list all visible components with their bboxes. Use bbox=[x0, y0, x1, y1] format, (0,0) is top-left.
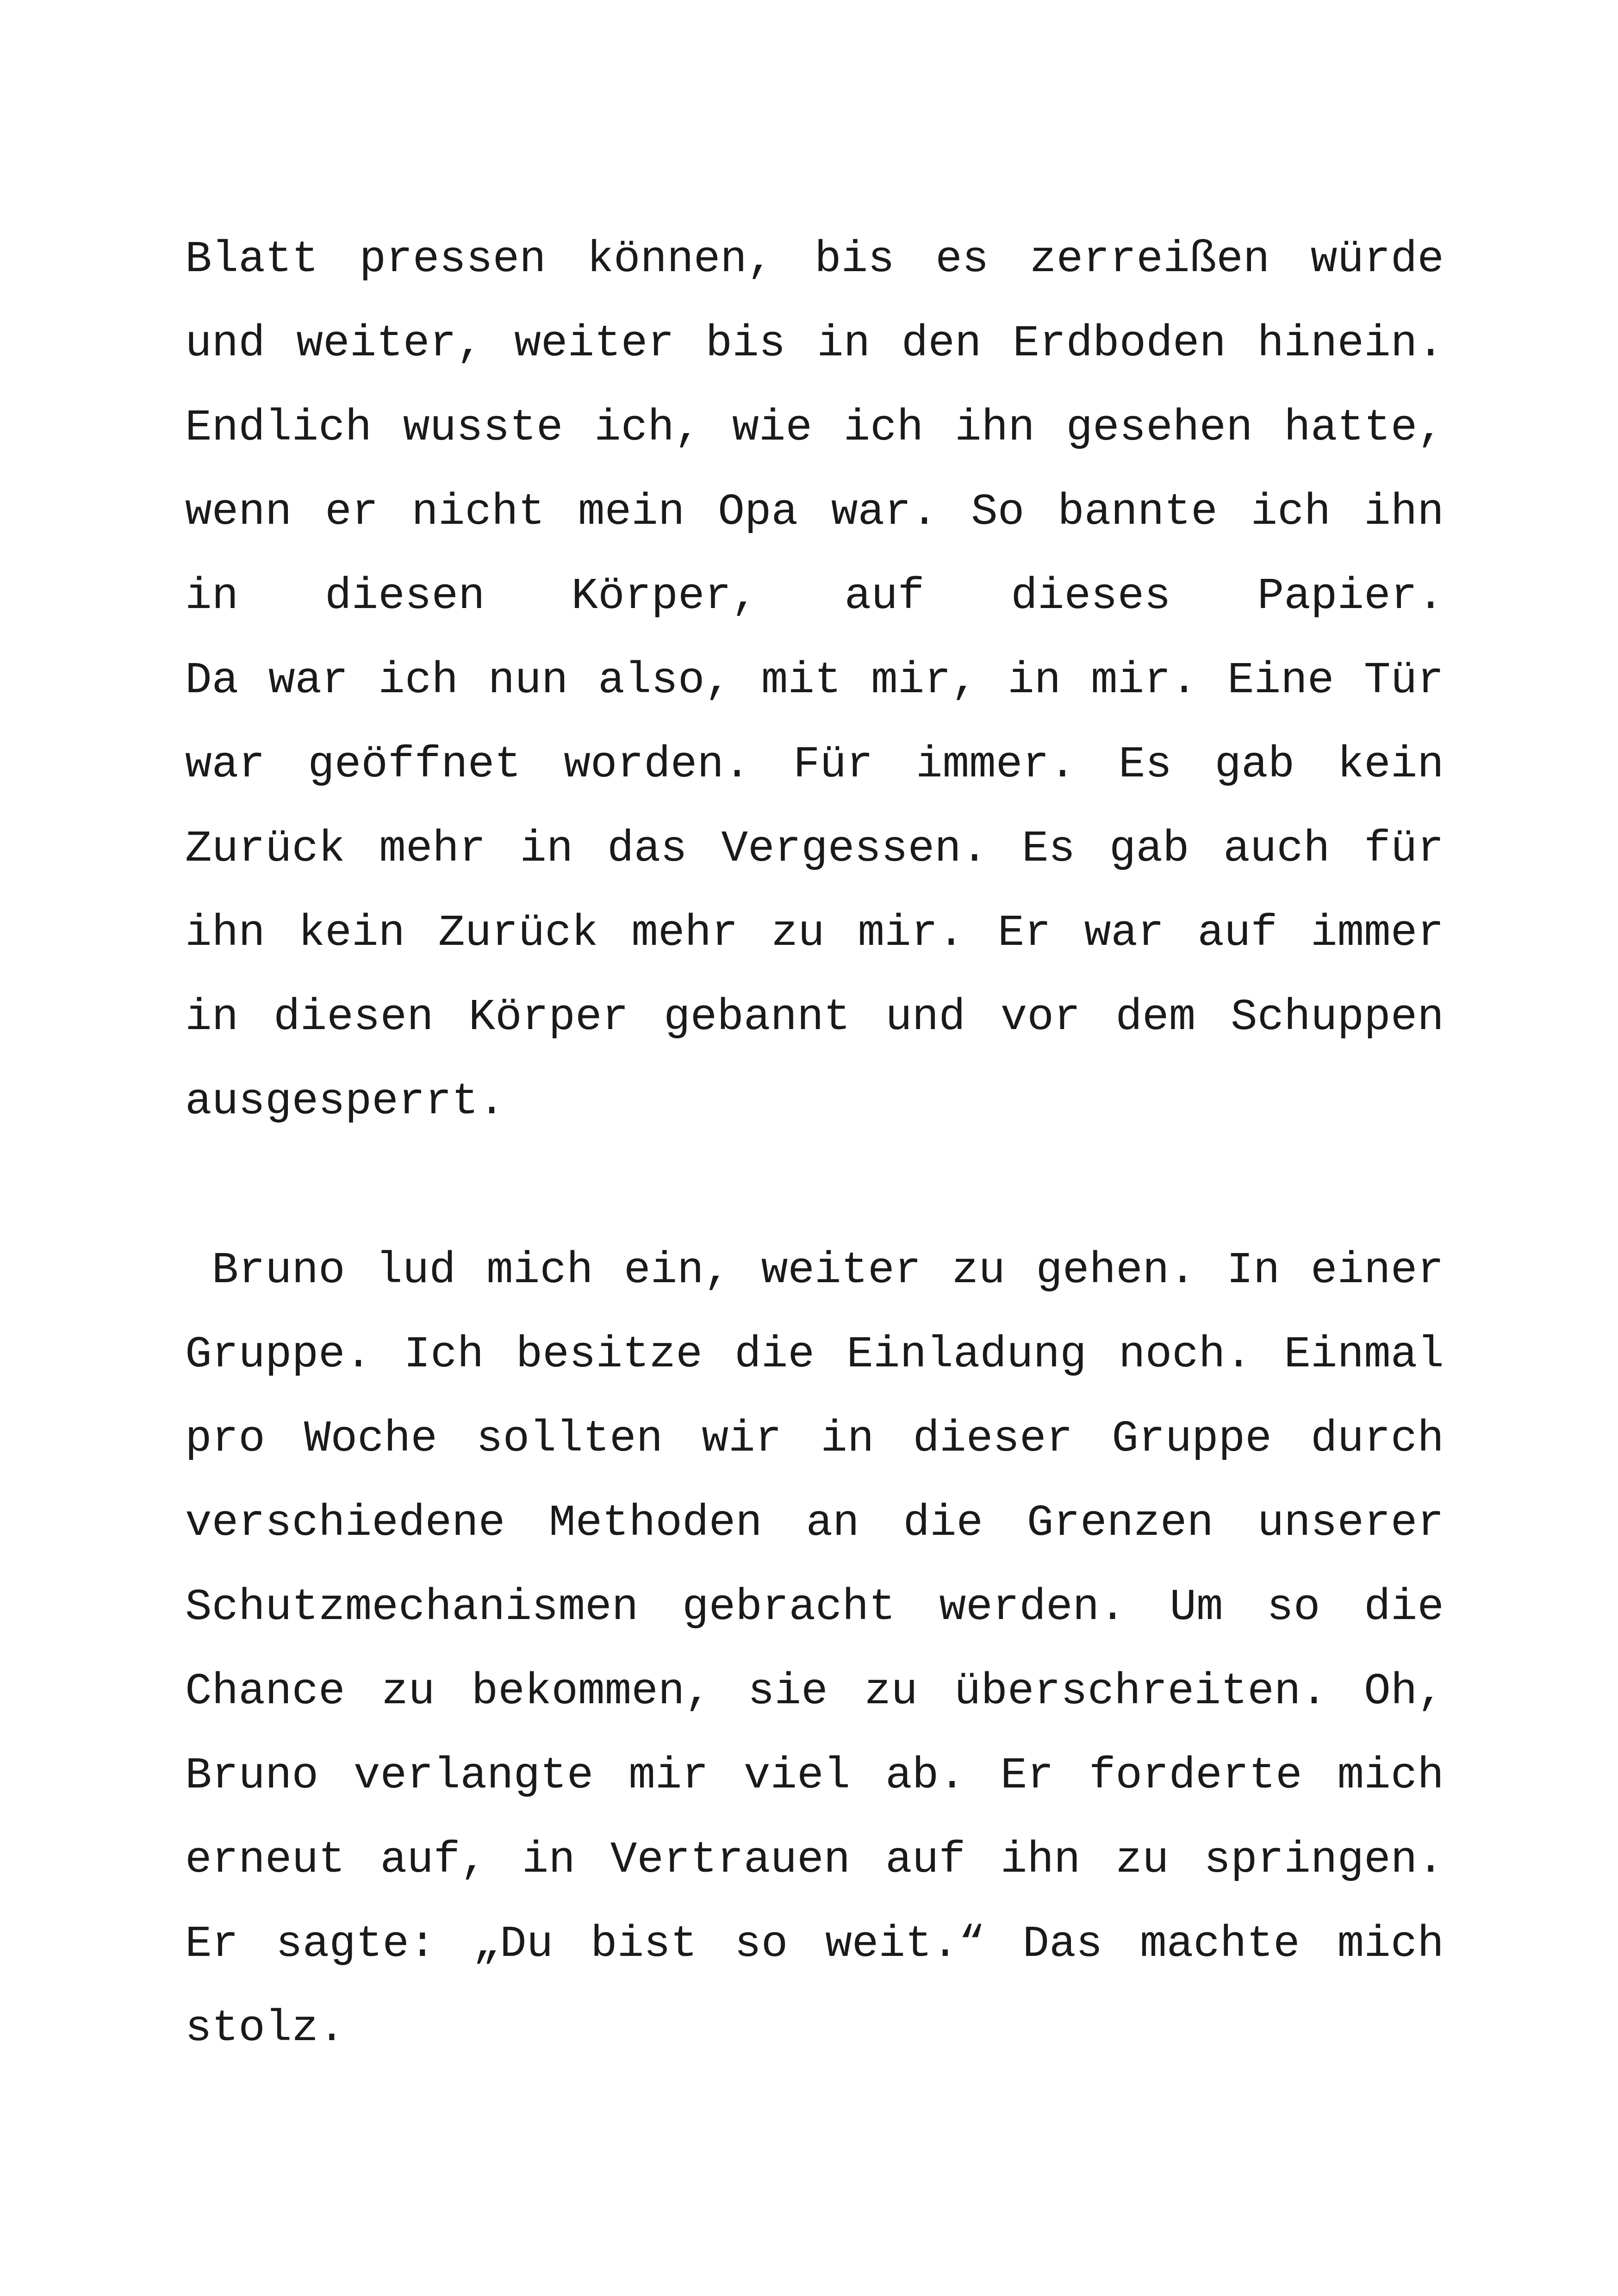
word: weit.“ bbox=[825, 1919, 985, 1969]
word: Oh, bbox=[1364, 1666, 1444, 1717]
word: die bbox=[1364, 1582, 1444, 1632]
word: Um bbox=[1170, 1582, 1223, 1632]
word: mich bbox=[1337, 1919, 1444, 1969]
word: zu bbox=[1115, 1835, 1169, 1885]
word: er bbox=[325, 487, 379, 537]
text-line bbox=[185, 807, 1444, 891]
word: besitze bbox=[516, 1329, 703, 1380]
word: Grenzen bbox=[1027, 1498, 1214, 1548]
word: forderte bbox=[1089, 1750, 1302, 1801]
word: dem bbox=[1115, 992, 1196, 1043]
word: bis bbox=[705, 318, 786, 369]
word: zu bbox=[952, 1245, 1005, 1296]
word: es bbox=[935, 234, 989, 285]
word: So bbox=[971, 487, 1025, 537]
word: war bbox=[268, 655, 348, 706]
word: und bbox=[185, 318, 265, 369]
word: Er bbox=[1000, 1750, 1054, 1801]
word: die bbox=[734, 1329, 815, 1380]
word: immer. bbox=[915, 739, 1076, 790]
word: ich bbox=[843, 403, 924, 453]
word: Bruno bbox=[185, 1750, 319, 1801]
word: Zurück bbox=[185, 824, 345, 874]
text-line bbox=[185, 891, 1444, 975]
word: die bbox=[903, 1498, 983, 1548]
word: in bbox=[821, 1414, 874, 1464]
word: Körper, bbox=[571, 571, 758, 621]
word: auf bbox=[844, 571, 925, 621]
word: würde bbox=[1310, 234, 1444, 285]
word: diesen bbox=[274, 992, 434, 1043]
word: ich bbox=[378, 655, 459, 706]
word: Schutzmechanismen bbox=[185, 1582, 639, 1632]
word: Körper bbox=[468, 992, 629, 1043]
text-line bbox=[185, 386, 1444, 470]
word: worden. bbox=[564, 739, 751, 790]
word: Für bbox=[793, 739, 873, 790]
word: für bbox=[1364, 824, 1444, 874]
word: einer bbox=[1310, 1245, 1444, 1296]
word: Opa bbox=[718, 487, 798, 537]
word: war bbox=[1084, 908, 1164, 958]
word: ich bbox=[1251, 487, 1331, 537]
word: in bbox=[185, 992, 239, 1043]
word: sollten bbox=[476, 1414, 663, 1464]
word: gab bbox=[1109, 824, 1189, 874]
word: an bbox=[806, 1498, 859, 1548]
word: mehr bbox=[631, 908, 738, 958]
word: Er bbox=[997, 908, 1051, 958]
word: nicht bbox=[411, 487, 545, 537]
word: das bbox=[607, 824, 687, 874]
word: Bruno bbox=[185, 1245, 345, 1296]
text-line bbox=[185, 1313, 1444, 1397]
word: in bbox=[816, 318, 871, 369]
text-line bbox=[185, 1229, 1444, 1313]
word: auf bbox=[1197, 908, 1278, 958]
word: ab. bbox=[885, 1750, 965, 1801]
word: ihn bbox=[1364, 487, 1444, 537]
word: mit bbox=[761, 655, 841, 706]
word: und bbox=[885, 992, 965, 1043]
word: zerreißen bbox=[1029, 234, 1270, 285]
word: weiter, bbox=[296, 318, 483, 369]
word: Ich bbox=[404, 1329, 484, 1380]
word: kein bbox=[1337, 739, 1444, 790]
text-line: ausgesperrt. bbox=[185, 1076, 505, 1127]
text-line: stolz. bbox=[185, 2003, 345, 2054]
word: zu bbox=[381, 1666, 435, 1717]
word: den bbox=[901, 318, 982, 369]
word: erneut bbox=[185, 1835, 345, 1885]
word: Zurück bbox=[438, 908, 598, 958]
word: Gruppe. bbox=[185, 1329, 372, 1380]
word: Gruppe bbox=[1112, 1414, 1272, 1464]
word: Woche bbox=[304, 1414, 437, 1464]
word: zu bbox=[864, 1666, 918, 1717]
word: dieser bbox=[913, 1414, 1073, 1464]
word: geöffnet bbox=[308, 739, 521, 790]
paragraph-2 bbox=[185, 1229, 1444, 2071]
word: werden. bbox=[939, 1582, 1126, 1632]
word: Eine bbox=[1227, 655, 1334, 706]
word: Vertrauen bbox=[610, 1835, 851, 1885]
word: Es bbox=[1021, 824, 1076, 874]
word: Das bbox=[1022, 1919, 1103, 1969]
text-line bbox=[185, 1397, 1444, 1481]
word: mir. bbox=[1090, 655, 1198, 706]
word: in bbox=[185, 571, 239, 621]
word: weiter bbox=[514, 318, 674, 369]
word: bekommen, bbox=[471, 1666, 712, 1717]
word: mir. bbox=[858, 908, 965, 958]
word: „Du bbox=[473, 1919, 554, 1969]
word: gebracht bbox=[682, 1582, 896, 1632]
word: wusste bbox=[403, 403, 563, 453]
text-line bbox=[185, 302, 1444, 386]
word: In bbox=[1226, 1245, 1280, 1296]
word: weiter bbox=[761, 1245, 921, 1296]
text-line bbox=[185, 1565, 1444, 1650]
word: verlangte bbox=[353, 1750, 594, 1801]
word: Blatt bbox=[185, 234, 319, 285]
text-line bbox=[185, 470, 1444, 554]
word: hinein. bbox=[1257, 318, 1444, 369]
word: Er bbox=[185, 1919, 239, 1969]
word: überschreiten. bbox=[954, 1666, 1328, 1717]
word: Chance bbox=[185, 1666, 345, 1717]
word: wenn bbox=[185, 487, 292, 537]
paragraph-1 bbox=[185, 217, 1444, 1144]
word: immer bbox=[1310, 908, 1444, 958]
word: wie bbox=[732, 403, 812, 453]
text-line bbox=[185, 1818, 1444, 1902]
word: gebannt bbox=[664, 992, 851, 1043]
text-line bbox=[185, 975, 1444, 1060]
text-line bbox=[185, 1902, 1444, 1986]
word: also, bbox=[598, 655, 732, 706]
word: gab bbox=[1214, 739, 1295, 790]
text-line bbox=[185, 554, 1444, 639]
word: diesen bbox=[325, 571, 485, 621]
word: Erdboden bbox=[1013, 318, 1226, 369]
word: hatte, bbox=[1284, 403, 1444, 453]
word: wir bbox=[702, 1414, 782, 1464]
word: Schuppen bbox=[1231, 992, 1444, 1043]
word: auf bbox=[885, 1835, 965, 1885]
word: mehr bbox=[379, 824, 486, 874]
word: Einladung bbox=[846, 1329, 1087, 1380]
word: mich bbox=[486, 1245, 593, 1296]
text-line bbox=[185, 1734, 1444, 1818]
word: auf, bbox=[380, 1835, 487, 1885]
word: sagte: bbox=[275, 1919, 436, 1969]
word: ihn bbox=[954, 403, 1035, 453]
word: so bbox=[1267, 1582, 1320, 1632]
word: so bbox=[734, 1919, 788, 1969]
word: ein, bbox=[623, 1245, 731, 1296]
word: machte bbox=[1140, 1919, 1300, 1969]
word: Tür bbox=[1364, 655, 1444, 706]
word: kein bbox=[298, 908, 405, 958]
word: zu bbox=[771, 908, 825, 958]
word: vor bbox=[1000, 992, 1081, 1043]
word: in bbox=[1008, 655, 1061, 706]
word: in bbox=[520, 824, 573, 874]
word: war bbox=[185, 739, 265, 790]
word: Einmal bbox=[1284, 1329, 1444, 1380]
word: lud bbox=[376, 1245, 456, 1296]
word: auch bbox=[1223, 824, 1330, 874]
word: in bbox=[522, 1835, 575, 1885]
word: viel bbox=[743, 1750, 851, 1801]
word: gehen. bbox=[1036, 1245, 1196, 1296]
text-line bbox=[185, 723, 1444, 807]
word: ihn bbox=[185, 908, 265, 958]
text-line bbox=[185, 639, 1444, 723]
word: pro bbox=[185, 1414, 265, 1464]
word: ich, bbox=[594, 403, 701, 453]
word: Es bbox=[1118, 739, 1172, 790]
word: unserer bbox=[1257, 1498, 1444, 1548]
word: bist bbox=[590, 1919, 697, 1969]
word: können, bbox=[587, 234, 774, 285]
word: springen. bbox=[1204, 1835, 1444, 1885]
word: verschiedene bbox=[185, 1498, 505, 1548]
word: ihn bbox=[1000, 1835, 1081, 1885]
word: war. bbox=[831, 487, 938, 537]
word: Methoden bbox=[548, 1498, 762, 1548]
word: noch. bbox=[1119, 1329, 1252, 1380]
text-line bbox=[185, 217, 1444, 302]
word: mir, bbox=[871, 655, 978, 706]
word: durch bbox=[1310, 1414, 1444, 1464]
word: bis bbox=[814, 234, 895, 285]
word: sie bbox=[747, 1666, 828, 1717]
word: mich bbox=[1337, 1750, 1444, 1801]
word: nun bbox=[488, 655, 568, 706]
word: Endlich bbox=[185, 403, 372, 453]
text-line bbox=[185, 1650, 1444, 1734]
word: Papier. bbox=[1257, 571, 1444, 621]
word: mir bbox=[629, 1750, 709, 1801]
word: Vergessen. bbox=[721, 824, 988, 874]
word: mein bbox=[578, 487, 685, 537]
word: gesehen bbox=[1066, 403, 1253, 453]
text-line bbox=[185, 1481, 1444, 1565]
word: bannte bbox=[1058, 487, 1218, 537]
word: Da bbox=[185, 655, 239, 706]
word: pressen bbox=[359, 234, 546, 285]
word: dieses bbox=[1011, 571, 1171, 621]
